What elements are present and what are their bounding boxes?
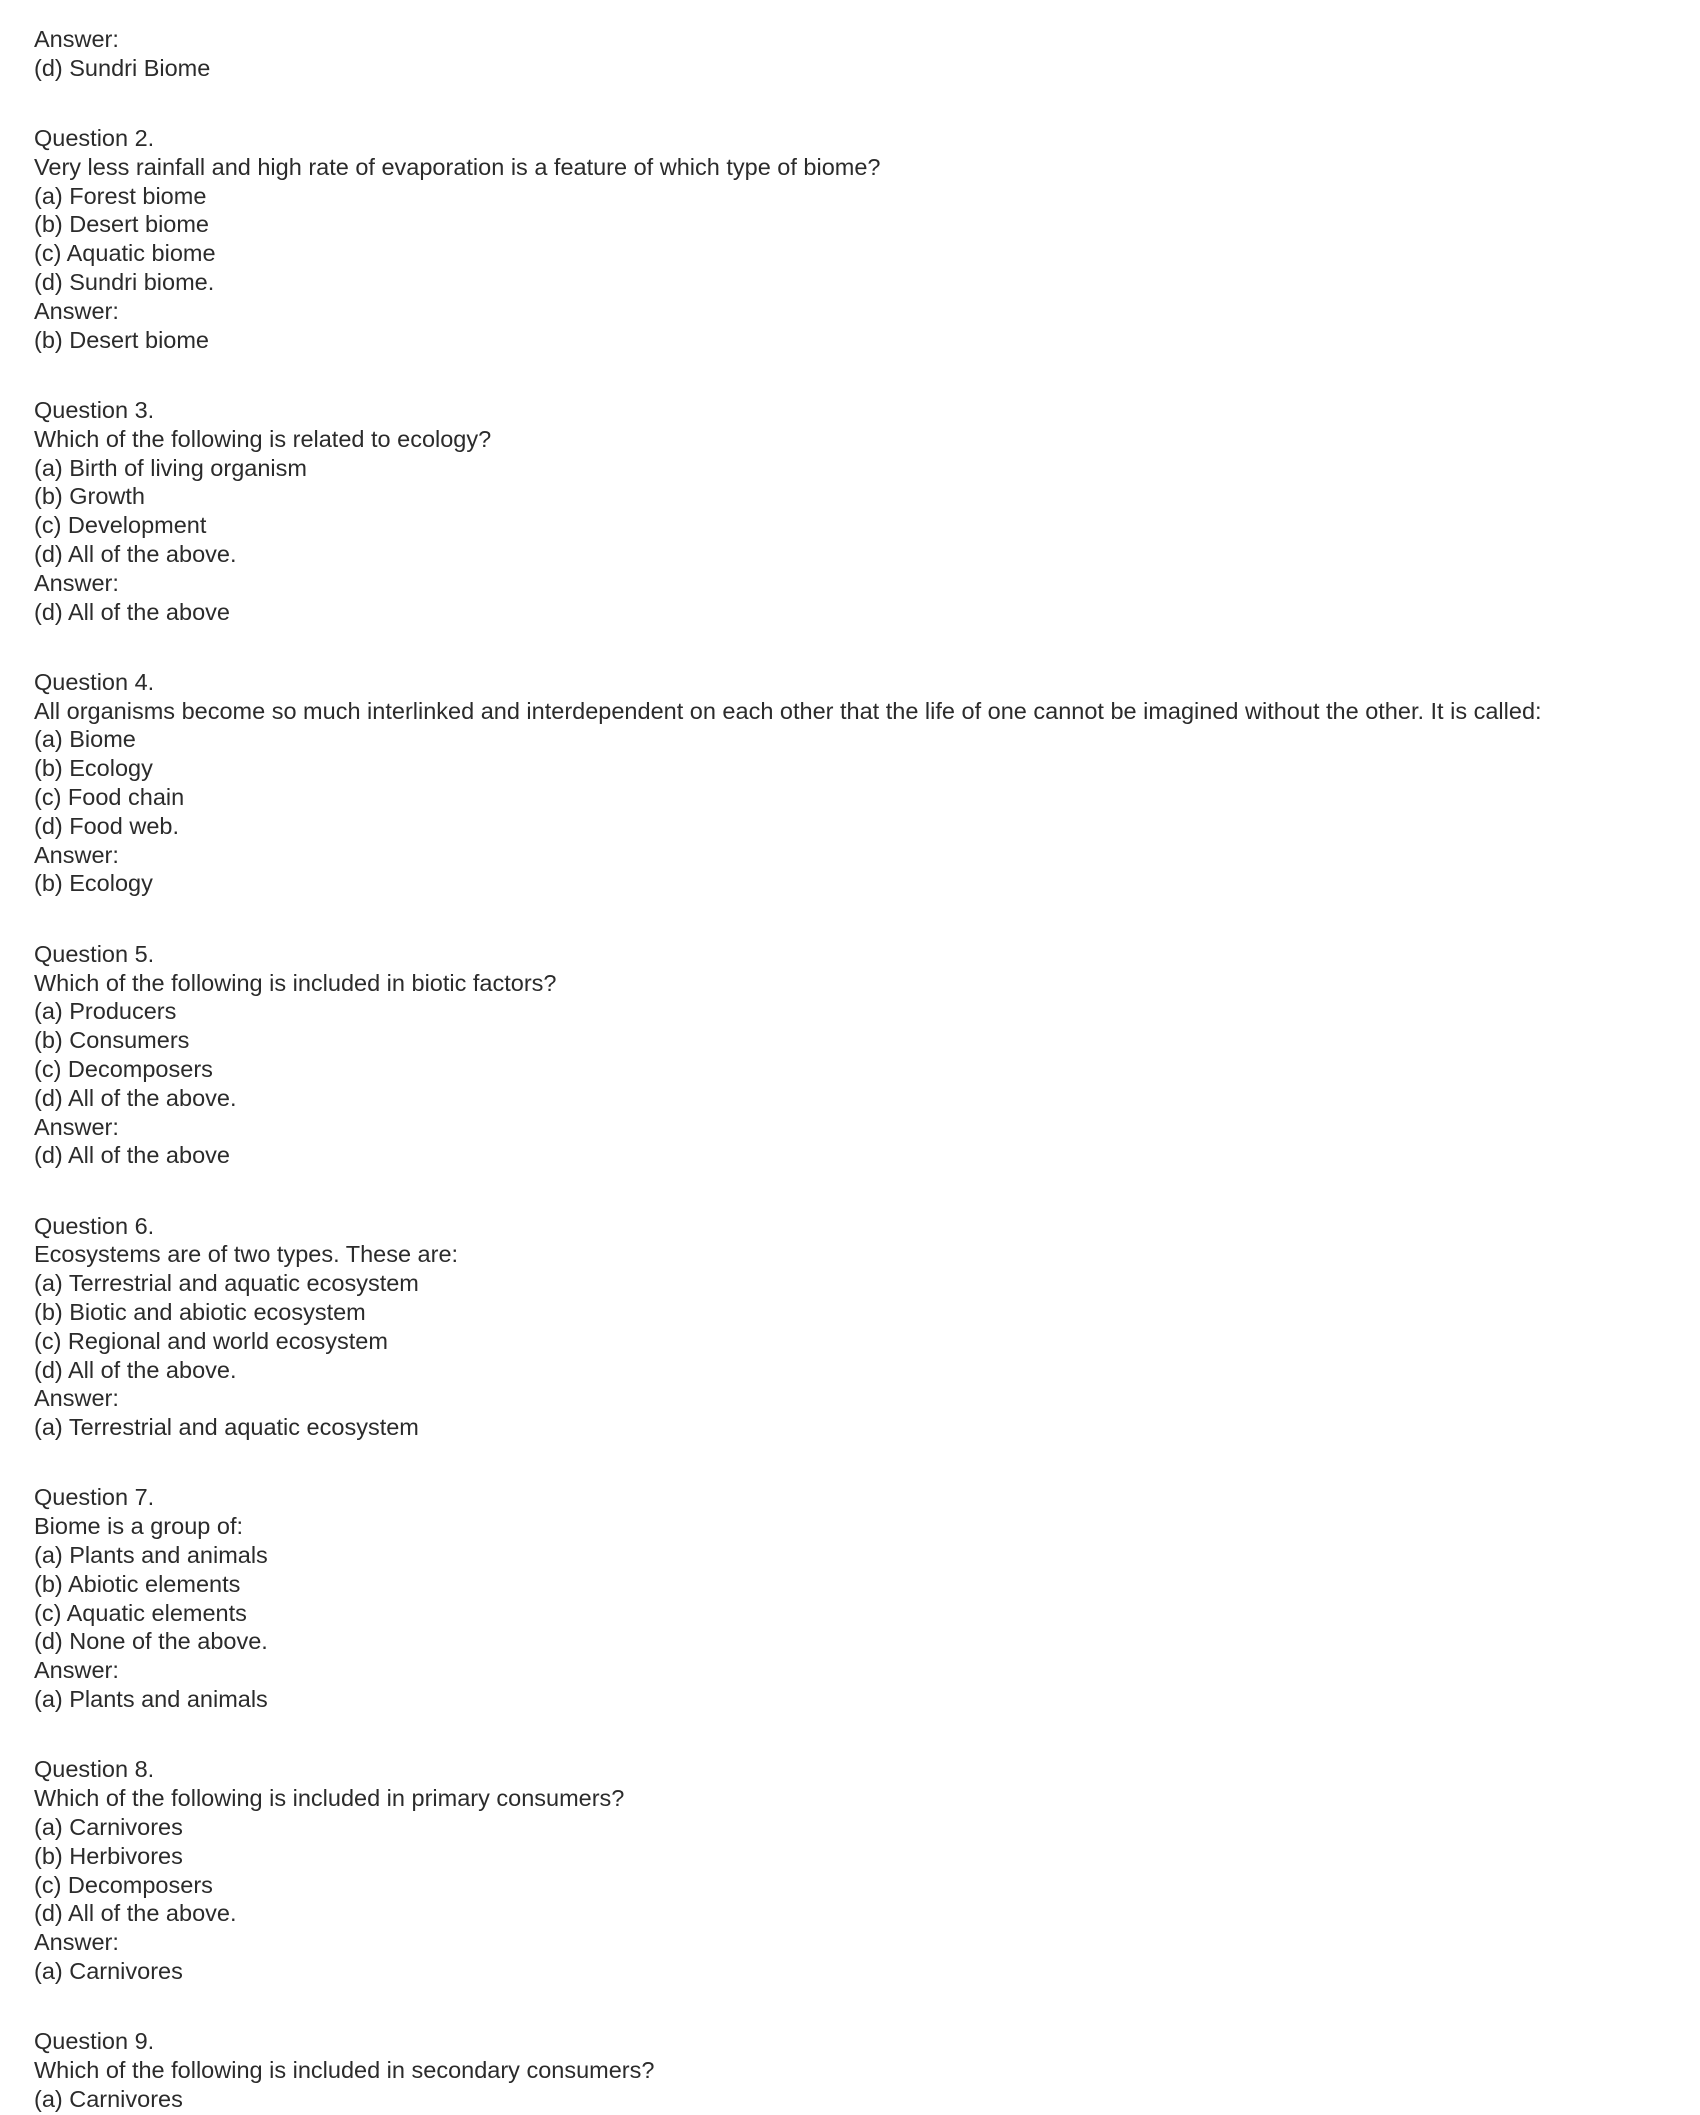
question-text: Which of the following is included in secondary consumers? [34, 2057, 655, 2084]
question-block [34, 396, 1700, 626]
question-block [34, 2027, 1700, 2113]
answer-text: (b) Desert biome [34, 326, 209, 353]
question-title: Question 3. [34, 396, 155, 423]
question-option: (c) Aquatic elements [34, 1599, 247, 1626]
answer-text: (b) Ecology [34, 870, 153, 897]
question-option: (a) Carnivores [34, 2085, 183, 2112]
question-option: (a) Plants and animals [34, 1542, 268, 1569]
question-text: Very less rainfall and high rate of evaporation is a feature of which type of biome? [34, 153, 881, 180]
question-option: (b) Consumers [34, 1027, 190, 1054]
question-block [34, 1755, 1700, 1985]
question-option: (d) Food web. [34, 812, 179, 839]
answer-block [34, 25, 1700, 83]
question-title: Question 2. [34, 125, 155, 152]
question-text: Which of the following is included in biotic factors? [34, 969, 557, 996]
question-option: (a) Terrestrial and aquatic ecosystem [34, 1270, 419, 1297]
question-option: (b) Herbivores [34, 1842, 183, 1869]
question-option: (b) Desert biome [34, 211, 209, 238]
question-option: (d) None of the above. [34, 1628, 268, 1655]
question-block [34, 1483, 1700, 1713]
question-title: Question 5. [34, 940, 155, 967]
question-text: All organisms become so much interlinked and interdependent on each other that the life of one cannot be imagined without the other. It is called: [34, 697, 1542, 724]
answer-label: Answer: [34, 1385, 119, 1412]
question-text: Ecosystems are of two types. These are: [34, 1241, 459, 1268]
answer-label: Answer: [34, 297, 119, 324]
answer-text: (a) Terrestrial and aquatic ecosystem [34, 1414, 419, 1441]
question-option: (c) Decomposers [34, 1055, 213, 1082]
question-title: Question 6. [34, 1212, 155, 1239]
question-option: (b) Biotic and abiotic ecosystem [34, 1298, 366, 1325]
question-title: Question 4. [34, 668, 155, 695]
answer-text: (a) Carnivores [34, 1957, 183, 1984]
question-option: (a) Forest biome [34, 182, 207, 209]
question-text: Biome is a group of: [34, 1513, 243, 1540]
question-option: (d) All of the above. [34, 540, 237, 567]
question-block [34, 1212, 1700, 1442]
answer-label: Answer: [34, 841, 119, 868]
question-text: Which of the following is related to ecology? [34, 425, 492, 452]
question-option: (a) Birth of living organism [34, 454, 307, 481]
answer-label: Answer: [34, 1929, 119, 1956]
question-option: (c) Decomposers [34, 1871, 213, 1898]
question-option: (b) Abiotic elements [34, 1570, 241, 1597]
question-option: (a) Biome [34, 726, 136, 753]
question-option: (a) Carnivores [34, 1813, 183, 1840]
answer-text: (d) Sundri Biome [34, 54, 211, 81]
question-text: Which of the following is included in primary consumers? [34, 1785, 625, 1812]
question-title: Question 7. [34, 1484, 155, 1511]
question-option: (c) Food chain [34, 784, 185, 811]
question-option: (c) Regional and world ecosystem [34, 1327, 388, 1354]
answer-text: (a) Plants and animals [34, 1686, 268, 1713]
answer-label: Answer: [34, 1657, 119, 1684]
question-option: (d) All of the above. [34, 1356, 237, 1383]
question-option: (c) Aquatic biome [34, 240, 216, 267]
question-option: (d) All of the above. [34, 1900, 237, 1927]
answer-label: Answer: [34, 26, 119, 52]
answer-label: Answer: [34, 1113, 119, 1140]
question-option: (c) Development [34, 512, 207, 539]
question-option: (b) Ecology [34, 755, 153, 782]
question-option: (d) All of the above. [34, 1084, 237, 1111]
answer-text: (d) All of the above [34, 1142, 230, 1169]
answer-text: (d) All of the above [34, 598, 230, 625]
answer-label: Answer: [34, 569, 119, 596]
question-option: (d) Sundri biome. [34, 269, 215, 296]
question-title: Question 9. [34, 2028, 155, 2055]
question-block [34, 124, 1700, 354]
question-title: Question 8. [34, 1756, 155, 1783]
question-block [34, 940, 1700, 1170]
question-option: (b) Growth [34, 483, 145, 510]
question-block [34, 668, 1700, 898]
question-option: (a) Producers [34, 998, 177, 1025]
